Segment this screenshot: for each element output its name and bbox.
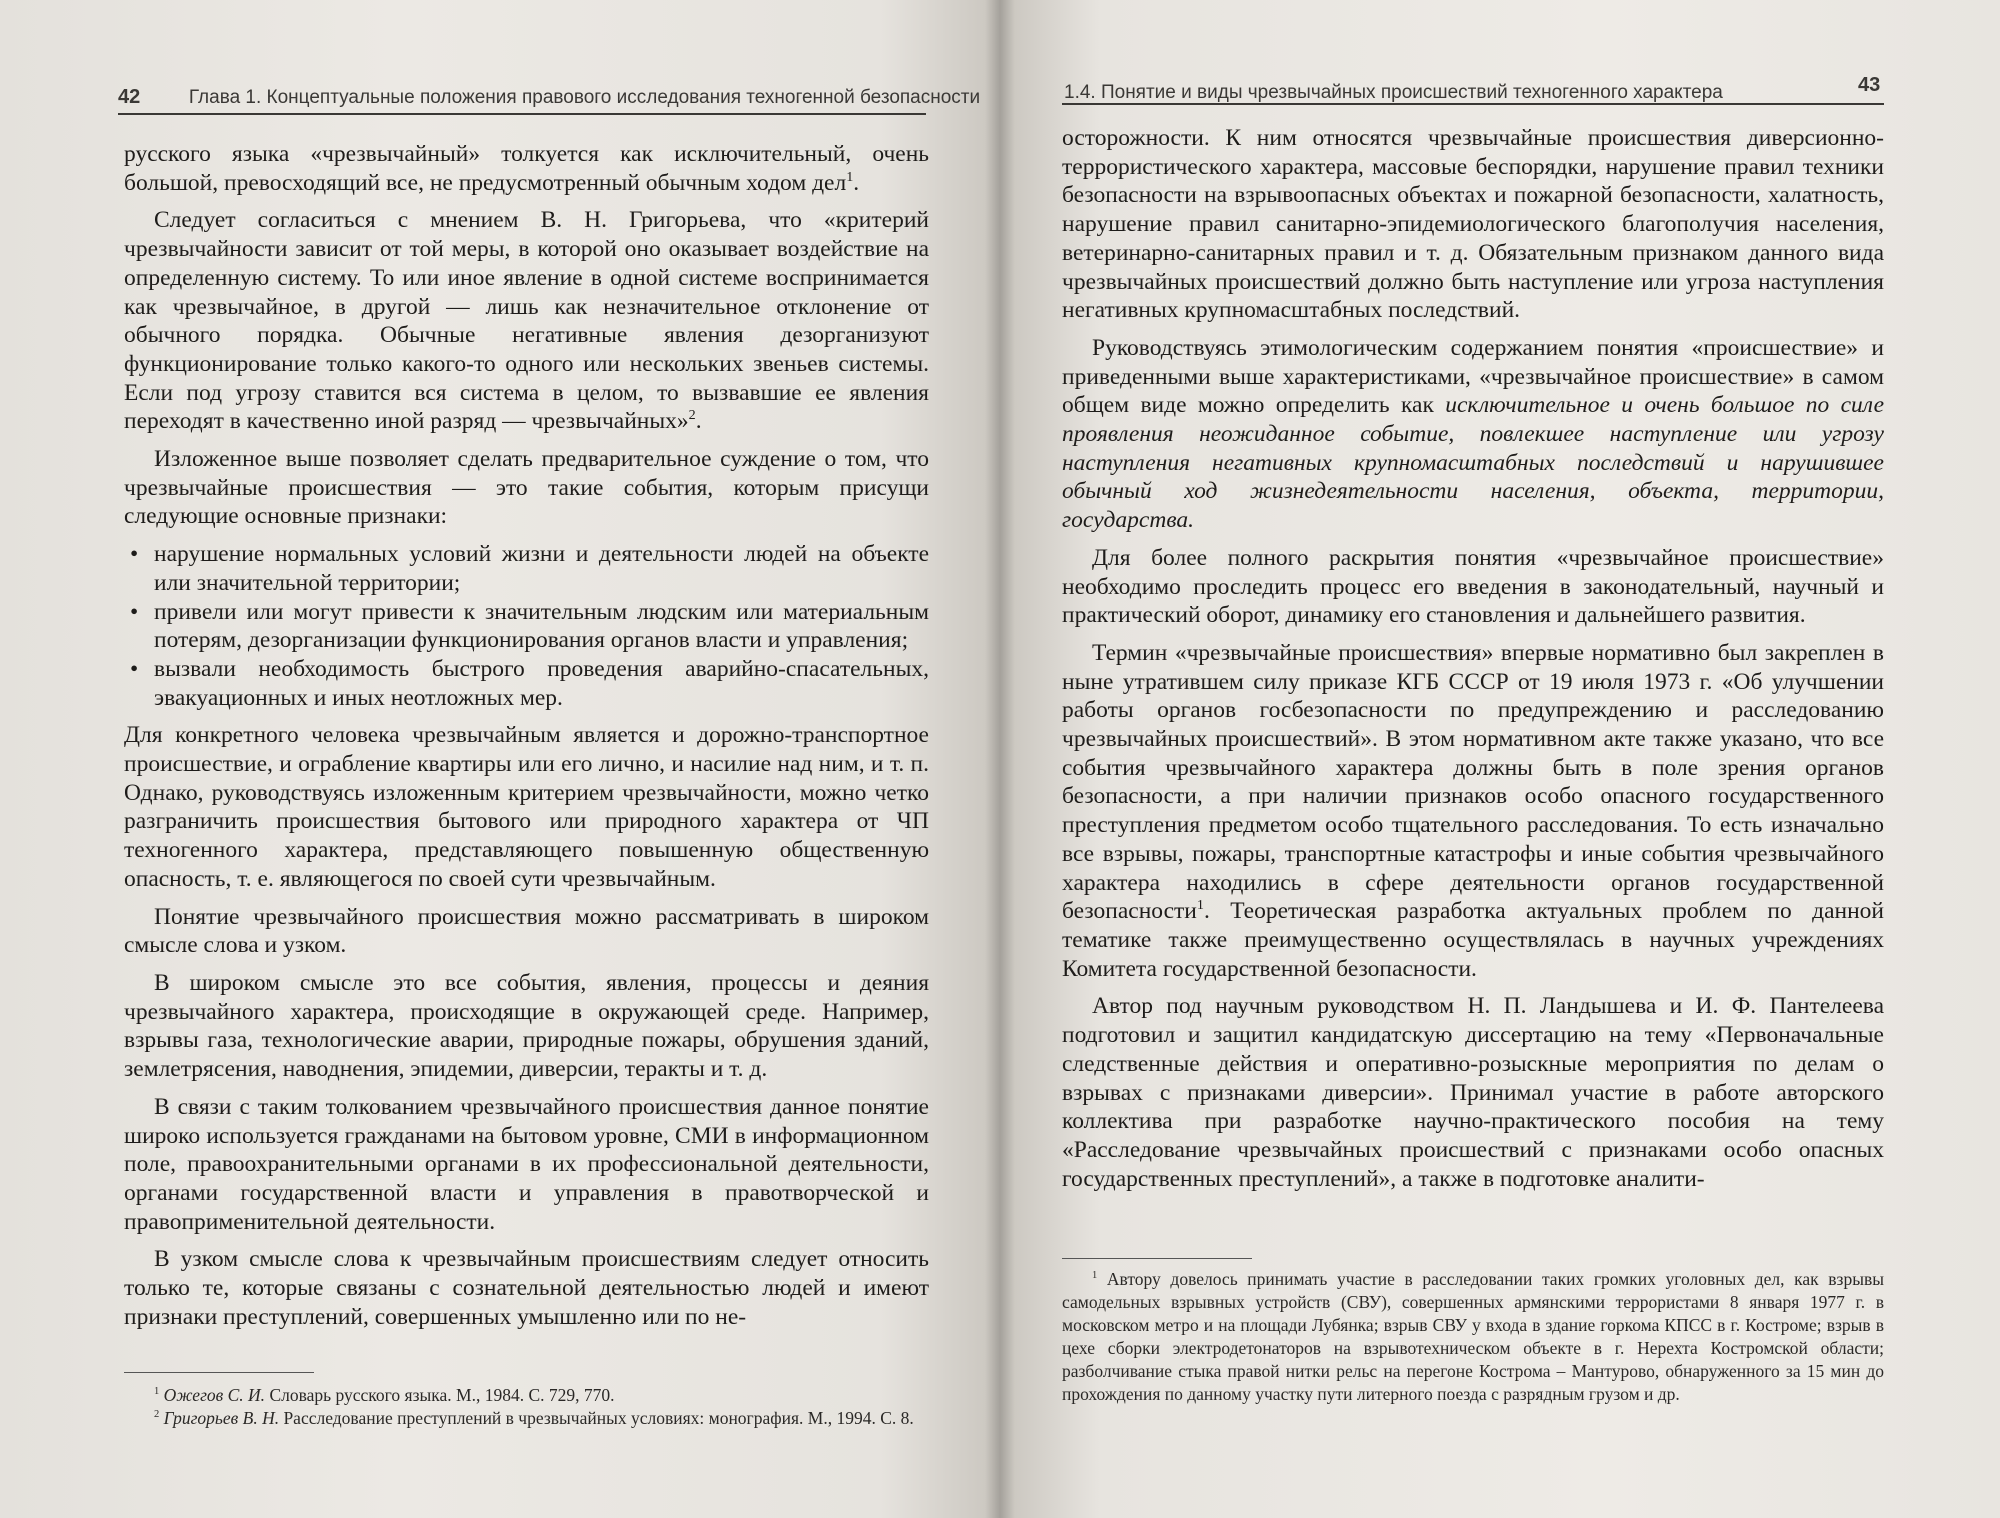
footnote: $^1$ Автору довелось принимать участие в расследовании таких громких уголовных дел, как взрывы самодельных взрывных устройств (СВУ), совершенных армянскими террористами 8 января 1977 г. в московском метро и на площади Лубянка; взрыв СВУ у входа в здание горкома КПСС в г. Костроме; взрыв в цехе сборки электродетонаторов на взрывотехническом объекте в г. Нерехта Костромской области; разболчивание стыка правой нитки рельс на перегоне Кострома – Мантурово, обнаруженного за 15 мин до прохождения по данному участку пути литерного поезда с разрядным грузом и др. [1062, 1269, 1884, 1404]
definition: исключительное и очень большое по силе проявления неожиданное событие, повлекшее наступление или угрозу наступления негативных крупномасштабных последствий и нарушившее обычный ход жизнедеятельности населения, объекта, территории, государства. [1062, 392, 1885, 534]
paragraph: Термин «чрезвычайные происшествия» впервые нормативно был закреплен в ныне утратившем силу приказе КГБ СССР от 19 июля 1973 г. «Об улучшении работы органов госбезопасности по предупреждению и расследованию чрезвычайных происшествий». В этом нормативном акте также указано, что все события чрезвычайного характера должны быть в поле зрения органов безопасности, а при наличии признаков особо опасного государственного преступления предметом особо тщательного расследования. То есть изначально все взрывы, пожары, транспортные катастрофы и иные события чрезвычайного характера находились в сфере деятельности органов государственной безопасности$^1$. Теоретическая разработка актуальных проблем по данной тематике также преимущественно осуществлялась в научных учреждениях Комитета государственной безопасности. [1062, 639, 1884, 982]
right-page-number-box [1858, 74, 1880, 97]
paragraph: осторожности. К ним относятся чрезвычайные происшествия диверсионно-террористического характера, массовые беспорядки, нарушение правил техники безопасности на взрывоопасных объектах и пожарной безопасности, халатность, нарушение правил санитарно-эпидемиологического благополучия населения, ветеринарно-санитарных правил и т. д. Обязательным признаком данного вида чрезвычайных происшествий должно быть наступление или угроза наступления негативных крупномасштабных последствий. [1062, 125, 1884, 324]
left-footnotes [124, 1384, 929, 1430]
list-item: • вызвали необходимость быстрого проведения аварийно-спасательных, эвакуационных и иных неотложных мер. [130, 655, 929, 711]
left-body-text [124, 140, 929, 1340]
footnote-ref: 1 [1196, 897, 1204, 914]
footnote: $^1$ Ожегов С. И. Словарь русского языка. М., 1984. С. 729, 770. [154, 1385, 615, 1405]
paragraph: Понятие чрезвычайного происшествия можно рассматривать в широком смысле слова и узком. [124, 903, 929, 959]
right-running-head [1064, 82, 1723, 104]
left-chapter-title: Глава 1. Концептуальные положения правового исследования техногенной безопасности [188, 87, 981, 108]
paragraph: Для более полного раскрытия понятия «чрезвычайное происшествие» необходимо проследить процесс его введения в законодательный, научный и практический оборот, динамику его становления и дальнейшего развития. [1062, 544, 1884, 629]
right-page-number: 43 [1858, 74, 1881, 96]
paragraph: В широком смысле это все события, явления, процессы и деяния чрезвычайного характера, происходящие в окружающей среде. Например, взрывы газа, технологические аварии, природные пожары, обрушения зданий, землетрясения, наводнения, эпидемии, диверсии, теракты и т. д. [124, 969, 929, 1083]
right-footnotes [1062, 1268, 1884, 1406]
bullet-icon: • [130, 598, 139, 625]
footnote-ref: 1 [846, 168, 854, 185]
paragraph: В узком смысле слова к чрезвычайным происшествиям следует относить только те, которые связаны с сознательной деятельностью людей и имеют признаки преступлений, совершенных умышленно или по не- [124, 1246, 929, 1330]
right-page [1000, 0, 2000, 1518]
footnote: $^2$ Григорьев В. Н. Расследование преступлений в чрезвычайных условиях: монография. М., 1994. С. 8. [154, 1408, 914, 1428]
list-item: • нарушение нормальных условий жизни и деятельности людей на объекте или значительной территории; [130, 541, 929, 596]
paragraph: Следует согласиться с мнением В. Н. Григорьева, что «критерий чрезвычайности зависит от той меры, в которой оно оказывает воздействие на определенную систему. То или иное явление в одной системе воспринимается как чрезвычайное, в другой — лишь как незначительное отклонение от обычного порядка. Обычные негативные явления дезорганизуют функционирование только какого-то одного или нескольких звеньев системы. Если под угрозу ставится вся система в целом, то вызвавшие ее явления переходят в качественно иной разряд — чрезвычайных»$^2$. [124, 207, 929, 435]
features-list [124, 540, 929, 712]
bullet-icon: • [130, 655, 139, 682]
paragraph: Для конкретного человека чрезвычайным является и дорожно-транспортное происшествие, и ограбление квартиры или его лично, и насилие над ним, и т. п. Однако, руководствуясь изложенным критерием чрезвычайности, можно четко разграничить происшествия бытового или природного характера от ЧП техногенного характера, представляющего повышенную общественную опасность, т. е. являющегося по своей сути чрезвычайным. [124, 722, 929, 892]
paragraph: Автор под научным руководством Н. П. Ландышева и И. Ф. Пантелеева подготовил и защитил кандидатскую диссертацию на тему «Первоначальные следственные действия и оперативно-розыскные мероприятия по делам о взрывах с признаками диверсии». Принимал участие в работе авторского коллектива при разработке научно-практического пособия на тему «Расследование чрезвычайных происшествий с признаками особо опасных государственных преступлений», а также в подготовке аналити- [1062, 993, 1884, 1192]
paragraph: В связи с таким толкованием чрезвычайного происшествия данное понятие широко используется гражданами на бытовом уровне, СМИ в информационном поле, правоохранительными органами в их профессиональной деятельности, органами государственной власти и управления в правотворческой и правоприменительной деятельности. [124, 1093, 929, 1235]
left-running-head [118, 86, 980, 109]
left-page-number: 42 [118, 86, 141, 108]
paragraph: Руководствуясь этимологическим содержанием понятия «происшествие» и приведенными выше характеристиками, «чрезвычайное происшествие» в самом общем виде можно определить как исключительное и очень большое по силе проявления неожиданное событие, повлекшее наступление или угрозу наступления негативных крупномасштабных последствий и нарушившее обычный ход жизнедеятельности населения, объекта, территории, государства. [1062, 334, 1885, 534]
right-head-rule [1062, 103, 1884, 105]
paragraph: Изложенное выше позволяет сделать предварительное суждение о том, что чрезвычайные происшествия — это такие события, которым присущи следующие основные признаки: [124, 446, 929, 530]
right-body-text [1062, 124, 1884, 1202]
list-item: • привели или могут привести к значительным людским или материальным потерям, дезорганизации функционирования органов власти и управления; [130, 598, 929, 654]
paragraph: русского языка «чрезвычайный» толкуется как исключительный, очень большой, превосходящий все, не предусмотренный обычным ходом дел$^1$. [124, 141, 929, 196]
bullet-icon: • [130, 541, 139, 568]
footnote-ref: 2 [688, 407, 696, 424]
right-footnote-rule [1062, 1258, 1252, 1259]
right-section-title: 1.4. Понятие и виды чрезвычайных происшествий техногенного характера [1064, 82, 1723, 103]
left-head-rule [118, 113, 926, 115]
left-footnote-rule [124, 1372, 314, 1373]
book-gutter [985, 0, 1015, 1518]
